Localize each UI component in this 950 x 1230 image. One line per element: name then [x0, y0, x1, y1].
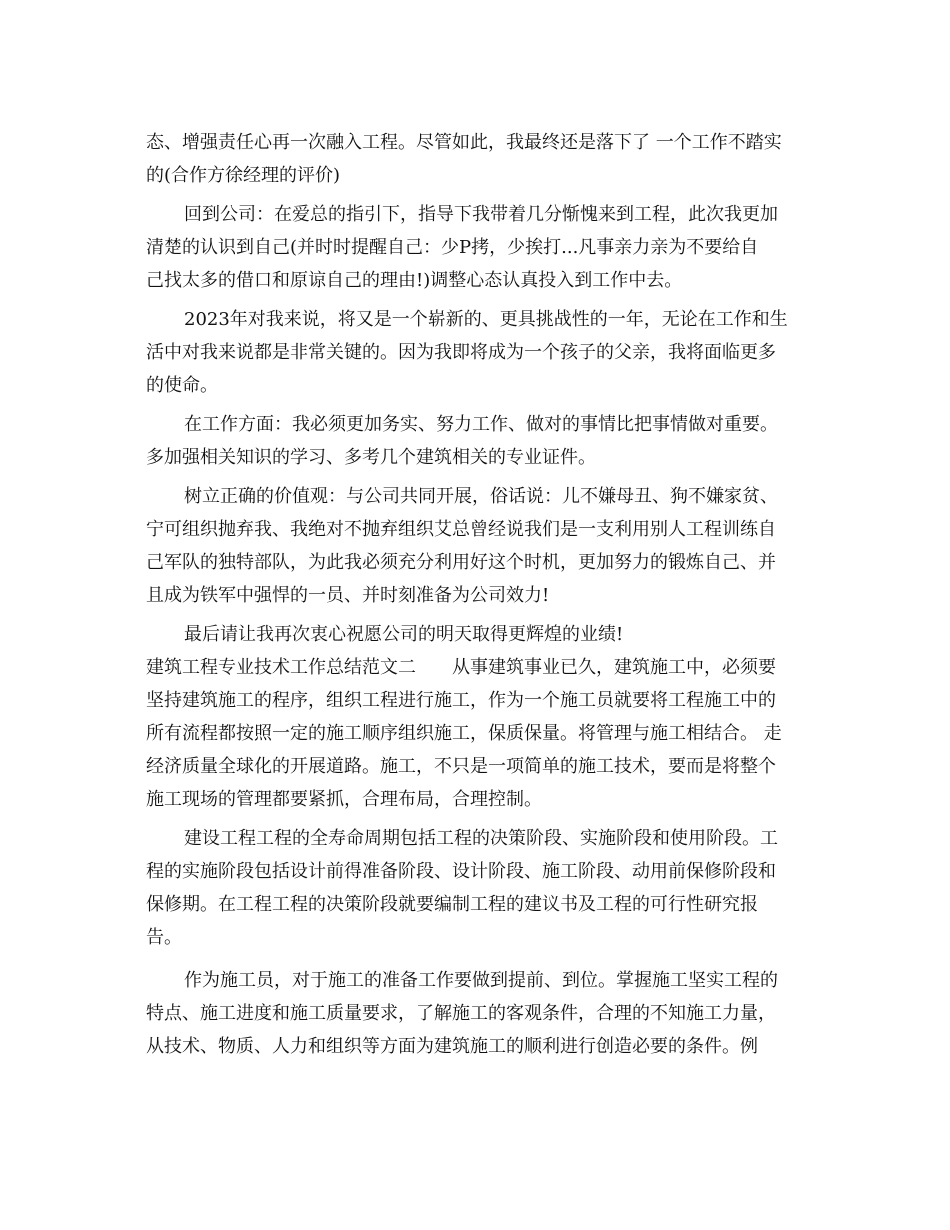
- paragraph-start: 树立正确的价值观：与公司共同开展，俗话说：儿不嫌母丑、狗不嫌家贫、: [184, 486, 778, 507]
- paragraph-start: 回到公司：在爱总的指引下，指导下我带着几分惭愧来到工程，此次我更加: [184, 204, 778, 225]
- text-line: 经济质量全球化的开展道路。施工，不只是一项简单的施工技术，要而是将整个: [146, 756, 776, 777]
- text-line: 坚持建筑施工的程序，组织工程进行施工，作为一个施工员就要将工程施工中的: [146, 690, 776, 711]
- section-intro: 从事建筑事业已久，建筑施工中，必须要: [452, 657, 776, 678]
- text-line: 宁可组织抛弃我、我绝对不抛弃组织艾总曾经说我们是一支利用别人工程训练自: [146, 519, 776, 540]
- text-line: 清楚的认识到自己(并时时提醒自己：少P拷，少挨打...凡事亲力亲为不要给自: [146, 237, 759, 258]
- section-title: 建筑工程专业技术工作总结范文二: [146, 657, 416, 678]
- text-line: 的(合作方徐经理的评价): [146, 165, 341, 186]
- text-line: 施工现场的管理都要紧抓，合理布局，合理控制。: [146, 789, 542, 810]
- text-line: 多加强相关知识的学习、多考几个建筑相关的专业证件。: [146, 447, 596, 468]
- paragraph-start: 在工作方面：我必须更加务实、努力工作、做对的事情比把事情做对重要。: [184, 414, 778, 435]
- text-line: 特点、施工进度和施工质量要求，了解施工的客观条件，合理的不知施工力量，: [146, 1003, 776, 1024]
- paragraph-start: 作为施工员，对于施工的准备工作要做到提前、到位。掌握施工坚实工程的: [184, 970, 778, 991]
- text-line: 己找太多的借口和原谅自己的理由!)调整心态认真投入到工作中去。: [146, 270, 683, 291]
- paragraph-start: 2023年对我来说，将又是一个崭新的、更具挑战性的一年，无论在工作和生: [184, 309, 788, 330]
- paragraph-start: 最后请让我再次衷心祝愿公司的明天取得更辉煌的业绩!: [184, 624, 624, 645]
- text-line: 活中对我来说都是非常关键的。因为我即将成为一个孩子的父亲，我将面临更多: [146, 342, 776, 363]
- paragraph-start: 建设工程工程的全寿命周期包括工程的决策阶段、实施阶段和使用阶段。工: [184, 828, 778, 849]
- text-line: 态、增强责任心再一次融入工程。尽管如此，我最终还是落下了 一个工作不踏实: [146, 132, 782, 153]
- section-heading-line: [146, 651, 800, 684]
- text-line: 的使命。: [146, 375, 218, 396]
- text-line: 且成为铁军中强悍的一员、并时刻准备为公司效力!: [146, 585, 550, 606]
- text-line: 从技术、物质、人力和组织等方面为建筑施工的顺利进行创造必要的条件。例: [146, 1036, 758, 1057]
- text-line: 程的实施阶段包括设计前得准备阶段、设计阶段、施工阶段、动用前保修阶段和: [146, 861, 776, 882]
- text-line: 己军队的独特部队，为此我必须充分利用好这个时机，更加努力的锻炼自己、并: [146, 552, 776, 573]
- text-line: 告。: [146, 927, 182, 948]
- text-line: 所有流程都按照一定的施工顺序组织施工，保质保量。将管理与施工相结合。 走: [146, 723, 782, 744]
- text-line: 保修期。在工程工程的决策阶段就要编制工程的建议书及工程的可行性研究报: [146, 894, 758, 915]
